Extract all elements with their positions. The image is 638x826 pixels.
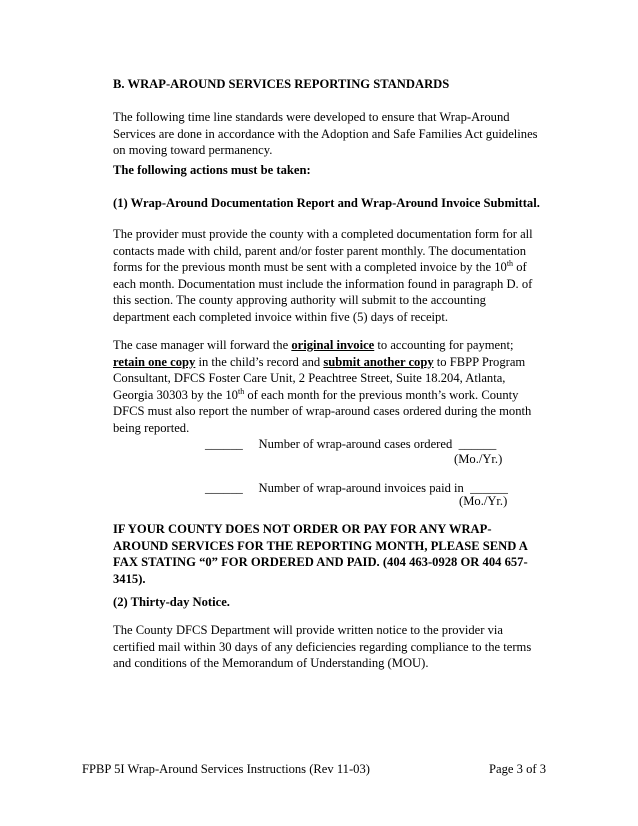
invoices-paid-sub: (Mo./Yr.) [459, 494, 508, 508]
section-title: B. WRAP-AROUND SERVICES REPORTING STANDARDS [113, 77, 450, 91]
para-b-4: to FBPP Program Consultant, DFCS Foster Care Unit, 2 Peachtree Street, Suite 18.204, Atlanta, Georgia 30303 by the 10 [113, 354, 526, 402]
para-b-2: to accounting for payment; [374, 338, 514, 352]
footer-page-number: Page 3 of 3 [489, 762, 547, 776]
item1-para-a-sup: th [506, 259, 514, 268]
invoices-paid-label: Number of wrap-around invoices paid in [258, 481, 464, 495]
item2-heading: (2) Thirty-day Notice. [113, 595, 230, 609]
retain-copy-emphasis: retain one copy [113, 354, 196, 369]
original-invoice-emphasis: original invoice [291, 338, 375, 352]
form-line-invoices-paid [113, 480, 545, 520]
para-b-sup: th [237, 386, 245, 396]
actions-heading: The following actions must be taken: [113, 163, 311, 177]
intro-paragraph: The following time line standards were developed to ensure that Wrap-Around Services are done in accordance with the Adoption and Safe Families Act guidelines on moving toward permanency. [113, 110, 538, 158]
footer-document-title: FPBP 5I Wrap-Around Services Instructions (Rev 11-03) [82, 762, 370, 776]
item1-para-a-end: of each month. Documentation must include the information found in paragraph D. of this section. The county approving authority will submit to the accounting department each completed invoice within five (5) days of receipt. [113, 260, 533, 324]
cases-ordered-label: Number of wrap-around cases ordered [258, 437, 453, 451]
item1-para-a-text: The provider must provide the county with a completed documentation form for all contacts made with child, parent and/or foster parent monthly. The documentation forms for the previous month must be sent with a completed invoice by the 10 [113, 227, 533, 275]
para-b-5: of each month for the previous month’s work. County DFCS must also report the number of wrap-around cases ordered during the month being reported. [113, 387, 532, 435]
para-b-3: in the child’s record and [195, 354, 324, 369]
invoices-paid-trailing: ______ [470, 481, 508, 495]
submit-copy-emphasis: submit another copy [323, 354, 434, 369]
para-b-1: The case manager will forward the [113, 338, 292, 352]
cases-ordered-trailing: ______ [458, 437, 497, 451]
item1-paragraph-a [113, 226, 545, 326]
form-line-cases-ordered [113, 436, 545, 476]
cases-ordered-blank: ______ [205, 437, 243, 451]
fax-notice: IF YOUR COUNTY DOES NOT ORDER OR PAY FOR ANY WRAP-AROUND SERVICES FOR THE REPORTING MONTH, PLEASE SEND A FAX STATING “0” FOR ORDERED AND PAID. (404 463-0928 OR 404 657-3415). [113, 522, 528, 586]
item2-paragraph: The County DFCS Department will provide written notice to the provider via certified mail within 30 days of any deficiencies regarding compliance to the terms and conditions of the Memorandum of Understanding (MOU). [113, 623, 532, 671]
invoices-paid-blank: ______ [205, 481, 243, 495]
cases-ordered-sub: (Mo./Yr.) [454, 452, 503, 466]
item1-heading: (1) Wrap-Around Documentation Report and Wrap-Around Invoice Submittal. [113, 196, 540, 210]
item1-paragraph-b [113, 337, 545, 437]
